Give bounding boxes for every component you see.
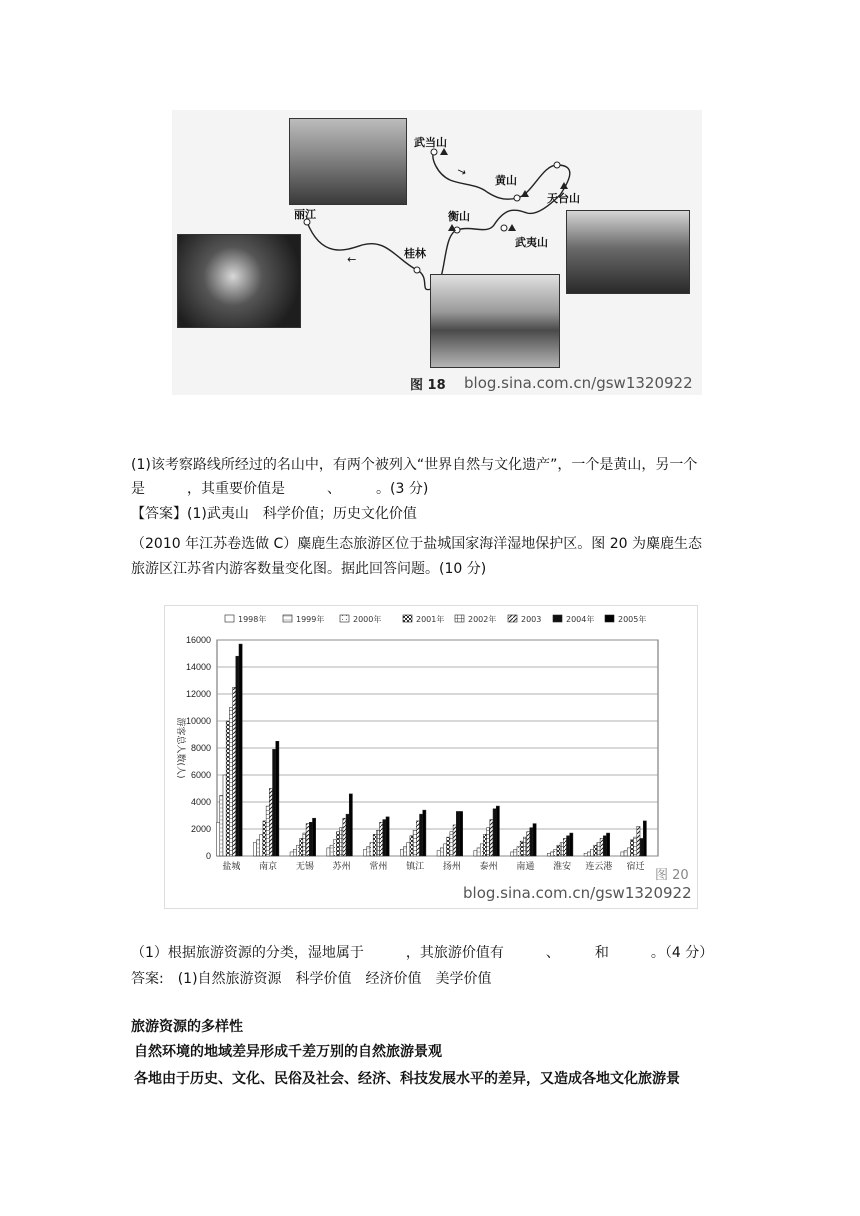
x-tick-label: 淮安 <box>553 862 572 872</box>
bar <box>303 833 306 856</box>
legend-label: 2003 <box>521 615 542 624</box>
bar <box>383 820 386 856</box>
intro-line-2: 旅游区江苏省内游客数量变化图。据此回答问题。(10 分) <box>131 561 487 577</box>
place-label-wudang: 武当山 <box>414 136 447 149</box>
bar <box>300 838 303 856</box>
bar <box>637 826 640 856</box>
x-tick-label: 南通 <box>516 862 535 872</box>
bar <box>600 838 603 856</box>
bar <box>603 836 606 856</box>
bar <box>223 775 226 856</box>
q1-answer: 【答案】(1)武夷山 科学价值；历史文化价值 <box>131 506 417 522</box>
bar <box>634 837 637 856</box>
legend-swatch <box>283 615 292 622</box>
bar <box>487 828 490 856</box>
place-label-tiantai: 天台山 <box>547 192 580 205</box>
bar <box>597 843 600 857</box>
bar <box>346 814 349 856</box>
bar <box>493 809 496 856</box>
bar <box>400 849 403 856</box>
bar <box>520 841 523 856</box>
bar <box>260 834 263 856</box>
y-axis-label: 游客总人数(人) <box>175 717 185 779</box>
bar <box>490 820 493 856</box>
legend-label: 2005年 <box>618 615 647 624</box>
x-tick-label: 连云港 <box>585 862 613 872</box>
bar <box>340 828 343 856</box>
y-tick-label: 16000 <box>185 635 211 645</box>
bar <box>517 847 520 856</box>
bar <box>514 849 517 856</box>
bar <box>290 852 293 856</box>
bar <box>233 687 236 856</box>
x-tick-label: 宿迁 <box>626 862 645 872</box>
bar <box>477 848 480 856</box>
bar <box>627 848 630 856</box>
bar <box>527 832 530 856</box>
legend-label: 1999年 <box>296 615 325 624</box>
bar <box>590 849 593 856</box>
bar <box>640 838 643 856</box>
tourist-chart-figure <box>164 605 698 909</box>
route-point-guilin <box>414 267 420 273</box>
legend-swatch <box>508 615 517 622</box>
bar <box>443 844 446 856</box>
bar <box>587 852 590 856</box>
x-tick-label: 盐城 <box>222 862 241 872</box>
legend-label: 2001年 <box>416 615 445 624</box>
y-tick-label: 8000 <box>190 743 211 753</box>
bar <box>416 821 419 856</box>
bar <box>554 849 557 856</box>
figure-20-caption: 图 20 <box>655 868 689 883</box>
section-line-1: 自然环境的地域差异形成千差万别的自然旅游景观 <box>134 1044 442 1060</box>
legend-swatch <box>403 615 412 622</box>
bar <box>453 825 456 856</box>
x-tick-label: 镇江 <box>406 862 425 872</box>
bar <box>343 818 346 856</box>
bar <box>263 821 266 856</box>
legend-swatch <box>340 615 349 622</box>
bar <box>220 795 223 856</box>
legend-swatch <box>605 615 614 622</box>
bar <box>483 834 486 856</box>
route-point-huangshan <box>514 195 520 201</box>
q2-answer: 答案: (1)自然旅游资源 科学价值 经济价值 美学价值 <box>131 971 492 987</box>
bar <box>584 853 587 856</box>
figure-18-watermark: blog.sina.com.cn/gsw1320922 <box>464 374 693 392</box>
section-line-2: 各地由于历史、文化、民俗及社会、经济、科技发展水平的差异，又造成各地文化旅游景 <box>134 1071 680 1087</box>
bar <box>570 833 573 856</box>
route-map-figure <box>172 110 702 395</box>
x-tick-label: 苏州 <box>332 862 351 872</box>
x-tick-label: 常州 <box>369 862 388 872</box>
bar <box>333 840 336 856</box>
y-tick-label: 12000 <box>185 689 211 699</box>
bar <box>606 833 609 856</box>
legend-label: 2002年 <box>468 615 497 624</box>
bar <box>523 837 526 856</box>
bar <box>480 844 483 856</box>
bar <box>370 843 373 857</box>
bar <box>474 851 477 856</box>
bar <box>456 811 459 856</box>
route-arrow-icon: → <box>454 163 469 180</box>
bar <box>410 836 413 856</box>
x-tick-label: 泰州 <box>479 862 498 872</box>
bar <box>309 822 312 856</box>
bar <box>621 852 624 856</box>
legend-swatch <box>455 615 464 622</box>
legend-label: 2004年 <box>566 615 595 624</box>
bar <box>404 847 407 856</box>
photo-lijiang <box>177 234 301 328</box>
bar <box>239 644 242 856</box>
bar <box>413 830 416 856</box>
bar <box>511 852 514 856</box>
place-label-lijiang: 丽江 <box>294 208 316 221</box>
route-arrow-icon: → <box>347 253 357 266</box>
figure-20-watermark: blog.sina.com.cn/gsw1320922 <box>463 884 692 902</box>
bar <box>253 843 256 857</box>
bar <box>349 794 352 856</box>
bar <box>312 818 315 856</box>
bar <box>367 847 370 856</box>
photo-wudang <box>289 118 407 205</box>
y-tick-label: 2000 <box>190 824 211 834</box>
bar <box>530 828 533 856</box>
bar <box>269 789 272 857</box>
bar <box>380 822 383 856</box>
bar <box>447 837 450 856</box>
y-tick-label: 14000 <box>185 662 211 672</box>
route-point-tiantai <box>554 162 560 168</box>
bar <box>563 838 566 856</box>
bar <box>420 814 423 856</box>
bar <box>273 749 276 856</box>
bar <box>276 741 279 856</box>
legend-label: 1998年 <box>238 615 267 624</box>
bar <box>459 811 462 856</box>
bar <box>229 708 232 857</box>
bar <box>643 821 646 856</box>
bar <box>330 845 333 856</box>
bar <box>407 843 410 857</box>
bar <box>364 849 367 856</box>
bar <box>557 845 560 856</box>
photo-wuyi <box>566 210 690 294</box>
q1-line-1: (1)该考察路线所经过的名山中，有两个被列入“世界自然与文化遗产”，一个是黄山，另一个 <box>131 457 698 473</box>
legend-label: 2000年 <box>353 615 382 624</box>
bar <box>293 849 296 856</box>
bar <box>423 810 426 856</box>
bar <box>373 834 376 856</box>
bar <box>296 845 299 856</box>
place-label-wuyi: 武夷山 <box>515 236 548 249</box>
x-tick-label: 南京 <box>259 862 278 872</box>
intro-line-1: （2010 年江苏卷选做 C）麋鹿生态旅游区位于盐城国家海洋湿地保护区。图 20 为麋鹿生态 <box>131 536 703 552</box>
bar <box>496 806 499 856</box>
bar <box>266 806 269 856</box>
bar <box>437 851 440 856</box>
legend-swatch <box>225 615 234 622</box>
x-tick-label: 无锡 <box>295 862 314 872</box>
bar <box>450 832 453 856</box>
bar <box>624 851 627 856</box>
bar <box>386 817 389 856</box>
q1-line-2: 是 ，其重要价值是 、 。(3 分) <box>131 481 429 497</box>
y-tick-label: 6000 <box>190 770 211 780</box>
x-tick-label: 扬州 <box>442 862 461 872</box>
y-tick-label: 0 <box>205 851 211 861</box>
bar <box>630 840 633 856</box>
tourist-bar-chart <box>165 606 697 908</box>
bar <box>551 852 554 856</box>
bar <box>306 824 309 856</box>
bar <box>533 824 536 856</box>
figure-18-caption: 图 18 <box>410 378 446 393</box>
legend-swatch <box>553 615 562 622</box>
bar <box>327 848 330 856</box>
place-label-huangshan: 黄山 <box>495 174 517 187</box>
place-label-hengshan: 衡山 <box>448 210 470 223</box>
bar <box>376 830 379 856</box>
bar <box>567 836 570 856</box>
photo-guilin <box>430 274 560 368</box>
q2-line-1: （1）根据旅游资源的分类，湿地属于 ，其旅游价值有 、 和 。（4 分） <box>131 945 714 961</box>
y-tick-label: 4000 <box>190 797 211 807</box>
bar <box>336 832 339 856</box>
place-label-guilin: 桂林 <box>404 247 426 260</box>
y-tick-label: 10000 <box>185 716 211 726</box>
mountain-wuyi-mark <box>508 224 516 231</box>
bar <box>560 843 563 857</box>
bar <box>226 721 229 856</box>
bar <box>547 853 550 856</box>
bar <box>257 840 260 856</box>
bar <box>236 656 239 856</box>
bar <box>594 845 597 856</box>
bar <box>217 822 220 856</box>
bar <box>440 848 443 856</box>
route-point-wuyi <box>501 225 507 231</box>
section-heading: 旅游资源的多样性 <box>131 1019 243 1035</box>
